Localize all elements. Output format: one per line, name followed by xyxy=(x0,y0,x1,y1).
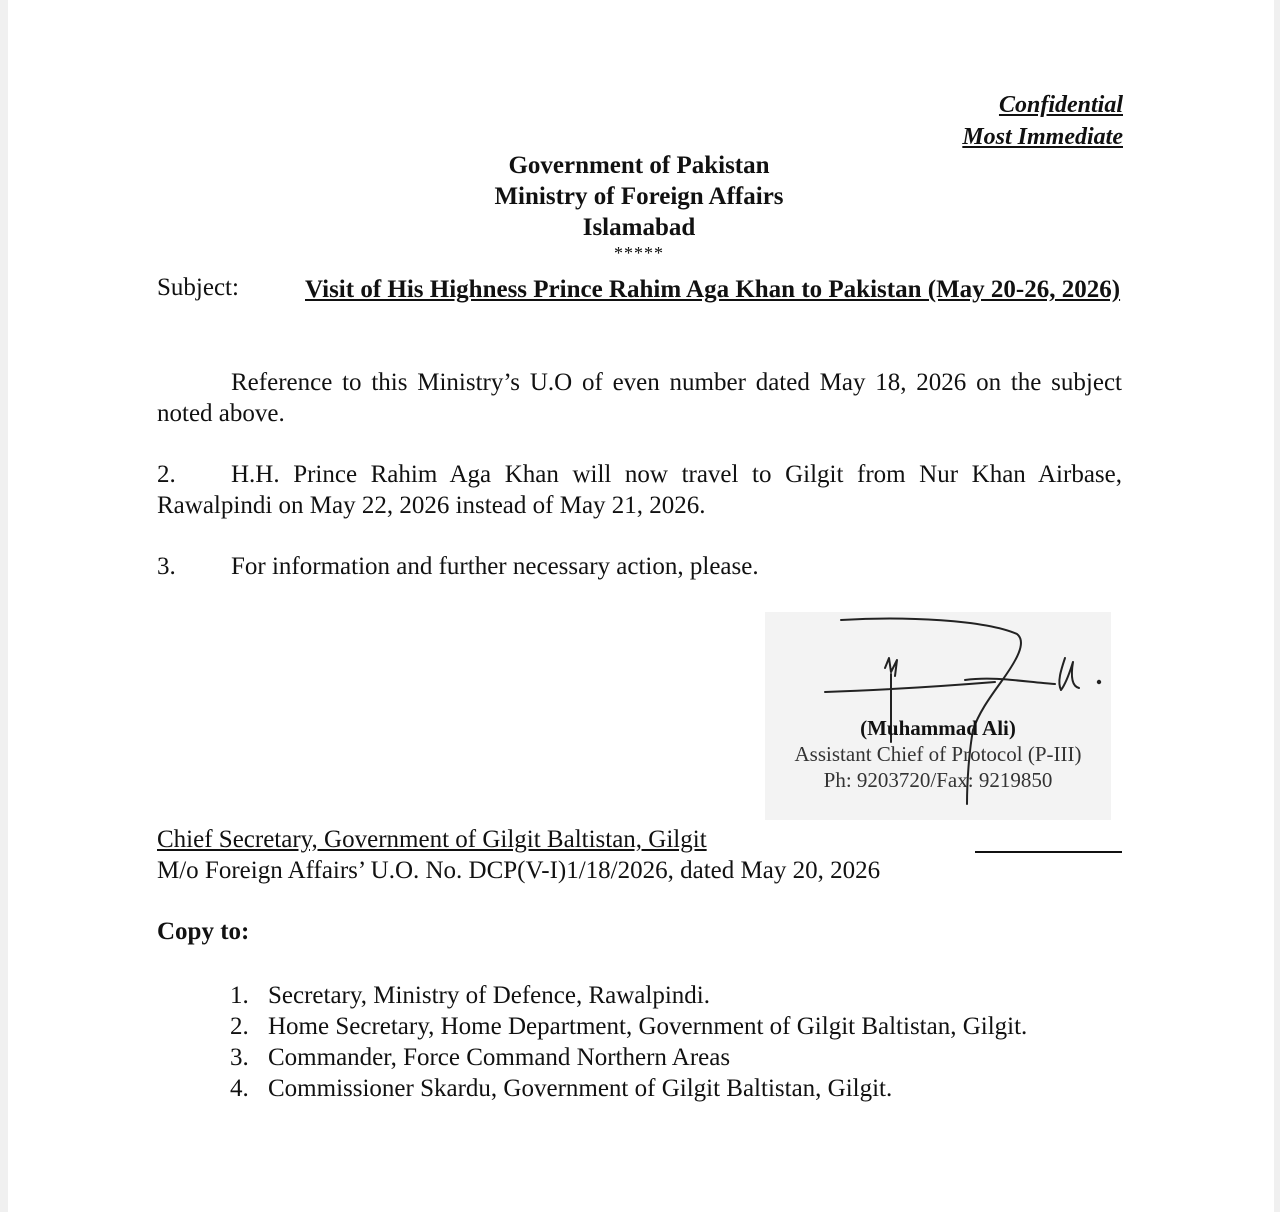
paragraph-text: H.H. Prince Rahim Aga Khan will now travel to Gilgit from Nur Khan Airbase, Rawalpindi on May 22, 2026 instead of May 21, 2026. xyxy=(157,461,1122,519)
letterhead-government: Government of Pakistan xyxy=(508,152,770,179)
paragraph-text: Reference to this Ministry’s U.O of even number dated May 18, 2026 on the subject noted above. xyxy=(157,369,1122,427)
signatory-name: (Muhammad Ali) xyxy=(860,716,1016,740)
security-markings xyxy=(962,89,1123,153)
paragraph-text: For information and further necessary action, please. xyxy=(231,553,759,580)
copy-to-list xyxy=(230,980,1027,1104)
subject-text: Visit of His Highness Prince Rahim Aga Khan to Pakistan (May 20-26, 2026) xyxy=(305,276,1121,303)
signatory-title: Assistant Chief of Protocol (P-III) xyxy=(794,742,1082,766)
copy-to-heading: Copy to: xyxy=(157,918,250,945)
subject-label: Subject: xyxy=(157,274,239,301)
list-item-text: Secretary, Ministry of Defence, Rawalpindi. xyxy=(268,982,710,1009)
letterhead-city: Islamabad xyxy=(582,214,696,241)
list-item-text: Commander, Force Command Northern Areas xyxy=(268,1044,731,1071)
letterhead-ministry: Ministry of Foreign Affairs xyxy=(494,183,784,210)
paragraph-number: 3. xyxy=(157,553,176,580)
uo-reference: M/o Foreign Affairs’ U.O. No. DCP(V-I)1/18/2026, dated May 20, 2026 xyxy=(157,857,881,884)
list-item xyxy=(230,980,1027,1011)
paragraph-3 xyxy=(157,551,1122,582)
list-item xyxy=(230,1073,1027,1104)
list-item-number: 1. xyxy=(230,982,249,1009)
classification-marking: Confidential xyxy=(998,92,1123,118)
list-item-text: Home Secretary, Home Department, Government of Gilgit Baltistan, Gilgit. xyxy=(268,1013,1028,1040)
list-item-number: 2. xyxy=(230,1013,249,1040)
priority-marking: Most Immediate xyxy=(962,124,1123,150)
list-item xyxy=(230,1042,1027,1073)
list-item-text: Commissioner Skardu, Government of Gilgit Baltistan, Gilgit. xyxy=(268,1075,893,1102)
paragraph-number: 2. xyxy=(157,461,176,488)
paragraph-1 xyxy=(157,367,1122,429)
addressee-rule xyxy=(975,851,1122,853)
paragraph-2 xyxy=(157,459,1122,521)
addressee: Chief Secretary, Government of Gilgit Baltistan, Gilgit xyxy=(157,826,707,853)
letterhead xyxy=(0,150,1278,243)
list-item-number: 4. xyxy=(230,1075,249,1102)
list-item xyxy=(230,1011,1027,1042)
list-item-number: 3. xyxy=(230,1044,249,1071)
signatory-contact: Ph: 9203720/Fax: 9219850 xyxy=(823,768,1053,792)
header-separator: ***** xyxy=(614,243,664,263)
